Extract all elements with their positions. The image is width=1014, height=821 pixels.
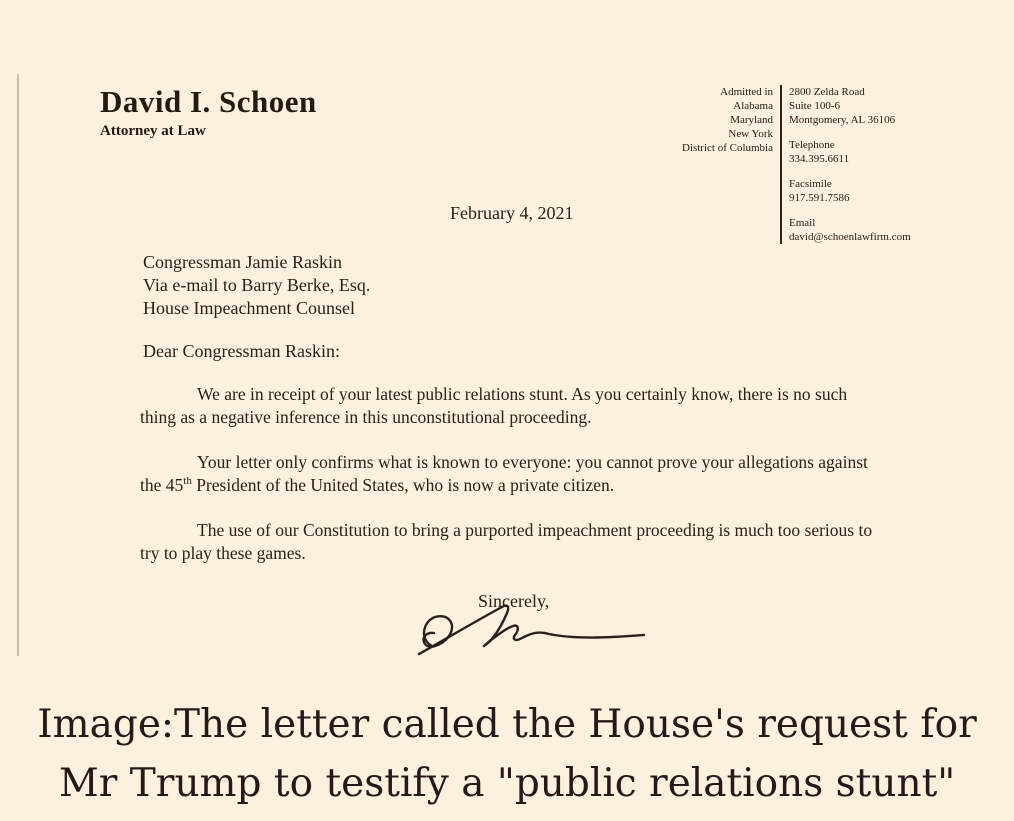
caption-line-1: Image:The letter called the House's request for (37, 702, 977, 747)
admitted-state: New York (728, 128, 773, 140)
sender-name: David I. Schoen (100, 84, 317, 119)
paragraph-1: We are in receipt of your latest public relations stunt. As you certainly know, there is no such thing as a negative inference in this unconstitutional proceeding. (140, 384, 848, 427)
facsimile-label: Facsimile (789, 178, 832, 190)
paragraph-3: The use of our Constitution to bring a purported impeachment proceeding is much too serious to try to play these games. (140, 520, 873, 563)
recipient-block (143, 251, 370, 320)
letter-date: February 4, 2021 (450, 203, 574, 223)
caption-line-2: Mr Trump to testify a "public relations stunt" (58, 761, 956, 806)
admitted-in-label: Admitted in (720, 86, 773, 98)
facsimile-number: 917.591.7586 (789, 192, 850, 204)
address-line: Suite 100-6 (789, 100, 841, 112)
address-line: 2800 Zelda Road (789, 86, 865, 98)
letter-body (140, 383, 885, 587)
address-group (789, 85, 932, 127)
ordinal-superscript: th (183, 475, 192, 488)
recipient-line: Congressman Jamie Raskin (143, 252, 342, 272)
admitted-in-block (658, 85, 780, 244)
paragraph-2: Your letter only confirms what is known to everyone: you cannot prove your allegations against the 45th President of the United States, who is now a private citizen. (140, 452, 868, 495)
email-label: Email (789, 217, 816, 229)
telephone-number: 334.395.6611 (789, 153, 850, 165)
telephone-group (789, 138, 932, 166)
recipient-line: Via e-mail to Barry Berke, Esq. (143, 275, 371, 295)
recipient-line: House Impeachment Counsel (143, 298, 355, 318)
signature-scrawl (412, 594, 652, 658)
sender-title: Attorney at Law (100, 123, 206, 139)
email-group (789, 216, 932, 244)
image-caption (0, 695, 1014, 813)
address-line: Montgomery, AL 36106 (789, 114, 896, 126)
telephone-label: Telephone (789, 139, 835, 151)
email-address: david@schoenlawfirm.com (789, 231, 911, 243)
closing: Sincerely, (478, 591, 550, 611)
contact-block (780, 85, 932, 244)
salutation: Dear Congressman Raskin: (143, 341, 340, 361)
facsimile-group (789, 177, 932, 205)
letterhead-right (658, 85, 932, 244)
scan-left-edge (17, 74, 19, 656)
letterhead-sender (100, 84, 317, 140)
admitted-state: Alabama (733, 100, 773, 112)
admitted-state: Maryland (730, 114, 773, 126)
admitted-state: District of Columbia (681, 142, 773, 154)
